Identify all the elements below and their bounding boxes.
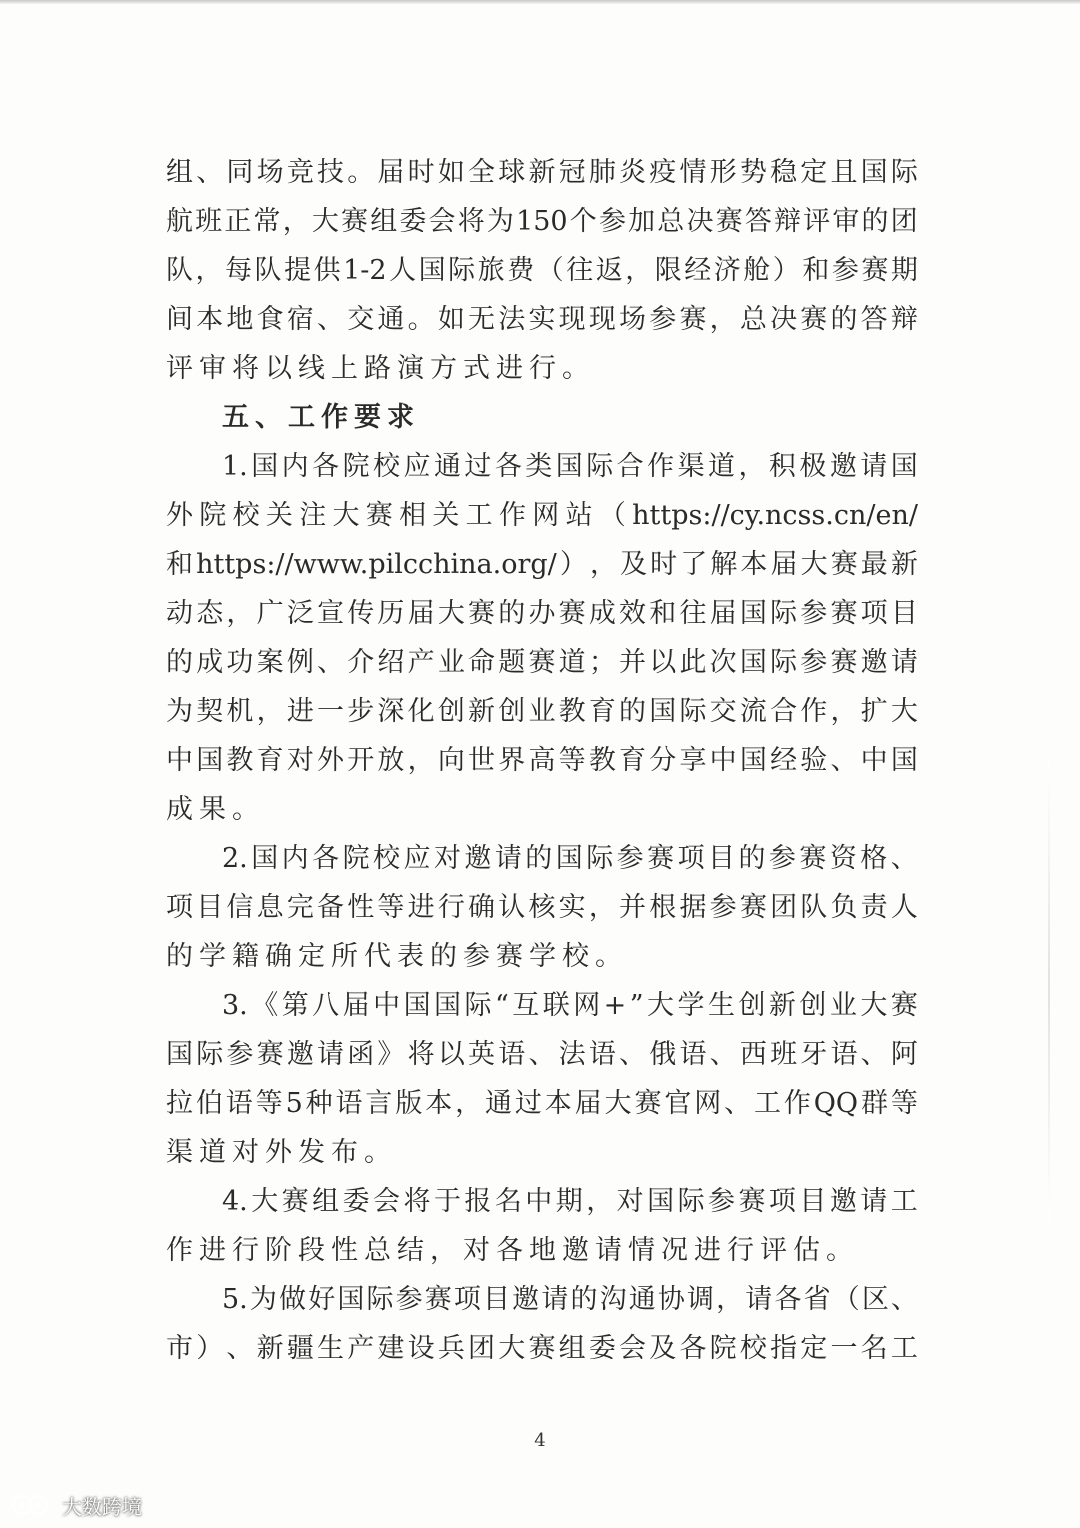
text-line: 中 国 教 育 对 外 开 放 ， 向 世 界 高 等 教 育 分 享 中 国 经 验 、 中 国 — [166, 745, 918, 776]
text-line: 为 契 机 ， 进 一 步 深 化 创 新 创 业 教 育 的 国 际 交 流 合 作 ， 扩 大 — [166, 696, 918, 727]
text-line: 渠道对外发布。 — [166, 1137, 397, 1168]
text-line: 项 目 信 息 完 备 性 等 进 行 确 认 核 实 ， 并 根 据 参 赛 团 队 负 责 人 — [166, 892, 918, 923]
watermark-text: 大数跨境 — [62, 1494, 142, 1519]
watermark-logo-icon — [10, 1492, 54, 1518]
text-line: 拉 伯 语 等 5 种 语 言 版 本 ， 通 过 本 届 大 赛 官 网 、 工 作 QQ 群 等 — [166, 1088, 918, 1119]
text-line: 外 院 校 关 注 大 赛 相 关 工 作 网 站 （ https://cy.ncss.cn/en/ — [166, 500, 918, 531]
text-line: 2. 国 内 各 院 校 应 对 邀 请 的 国 际 参 赛 项 目 的 参 赛 资 格 、 — [222, 843, 918, 874]
scan-edge-top — [0, 0, 1080, 4]
watermark — [10, 1490, 142, 1520]
text-line: 3. 《 第 八 届 中 国 国 际 “ 互 联 网 + ” 大 学 生 创 新 创 业 大 赛 — [222, 990, 918, 1021]
text-line: 的 成 功 案 例 、 介 绍 产 业 命 题 赛 道 ； 并 以 此 次 国 际 参 赛 邀 请 — [166, 647, 918, 678]
text-line: 4. 大 赛 组 委 会 将 于 报 名 中 期 ， 对 国 际 参 赛 项 目 邀 请 工 — [222, 1186, 918, 1217]
text-line: 组 、 同 场 竞 技 。 届 时 如 全 球 新 冠 肺 炎 疫 情 形 势 稳 定 且 国 际 — [166, 157, 918, 188]
text-line: 队 ， 每 队 提 供 1-2 人 国 际 旅 费 （ 往 返 ， 限 经 济 舱 ） 和 参 赛 期 — [166, 255, 918, 286]
body-text — [166, 148, 918, 1373]
text-line: 作进行阶段性总结，对各地邀请情况进行评估。 — [166, 1235, 859, 1266]
text-line: 间 本 地 食 宿 、 交 通 。 如 无 法 实 现 现 场 参 赛 ， 总 决 赛 的 答 辩 — [166, 304, 918, 335]
scan-edge-right — [1048, 760, 1050, 1220]
text-line: 国 际 参 赛 邀 请 函 》 将 以 英 语 、 法 语 、 俄 语 、 西 班 牙 语 、 阿 — [166, 1039, 918, 1070]
text-line: 1. 国 内 各 院 校 应 通 过 各 类 国 际 合 作 渠 道 ， 积 极 邀 请 国 — [222, 451, 918, 482]
text-line: 航 班 正 常 ， 大 赛 组 委 会 将 为 150 个 参 加 总 决 赛 答 辩 评 审 的 团 — [166, 206, 918, 237]
text-line: 评审将以线上路演方式进行。 — [166, 353, 595, 384]
text-line: 市 ） 、 新 疆 生 产 建 设 兵 团 大 赛 组 委 会 及 各 院 校 指 定 一 名 工 — [166, 1333, 918, 1364]
text-line: 动 态 ， 广 泛 宣 传 历 届 大 赛 的 办 赛 成 效 和 往 届 国 际 参 赛 项 目 — [166, 598, 918, 629]
text-line: 成果。 — [166, 794, 265, 825]
text-line: 的学籍确定所代表的参赛学校。 — [166, 941, 628, 972]
section-heading: 五、工作要求 — [222, 402, 420, 433]
text-line: 5. 为 做 好 国 际 参 赛 项 目 邀 请 的 沟 通 协 调 ， 请 各 省 （ 区 、 — [222, 1284, 918, 1315]
page-number: 4 — [534, 1430, 546, 1451]
text-line: 和 https://www.pilcchina.org/ ） ， 及 时 了 解 本 届 大 赛 最 新 — [166, 549, 918, 580]
